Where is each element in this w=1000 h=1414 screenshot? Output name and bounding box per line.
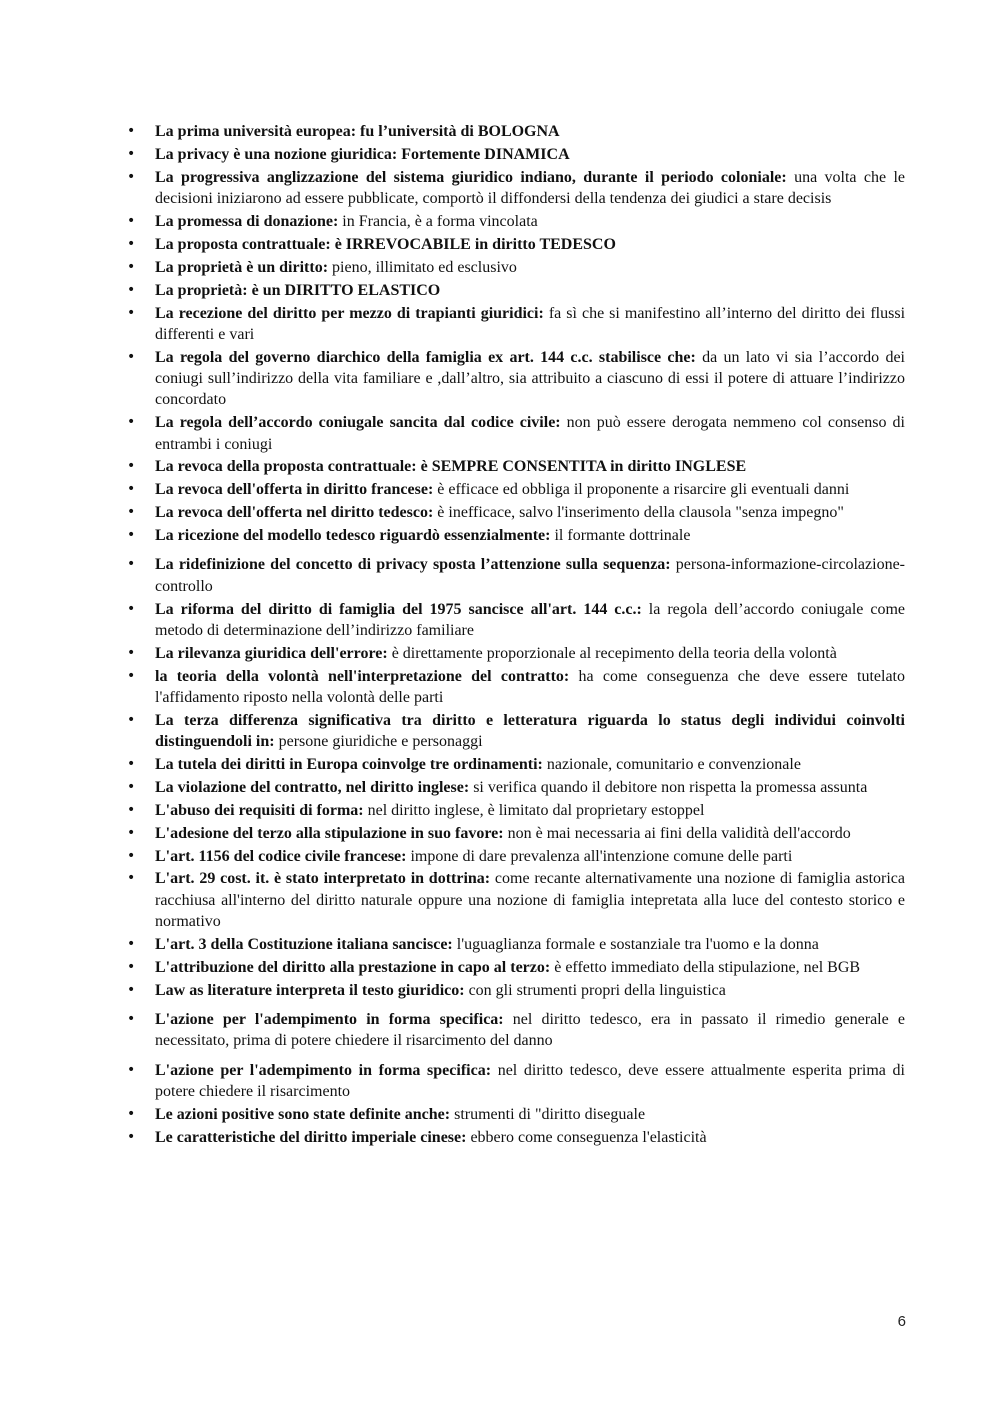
list-item xyxy=(127,257,905,278)
bullet-icon: • xyxy=(127,481,136,498)
item-term: Le caratteristiche del diritto imperiale cinese: xyxy=(155,1128,467,1146)
item-text: l'uguaglianza formale e sostanziale tra l'uomo e la donna xyxy=(452,935,819,953)
item-text: si verifica quando il debitore non rispetta la promessa assunta xyxy=(469,778,868,796)
list-item xyxy=(127,957,905,978)
list-item xyxy=(127,868,905,932)
list-item xyxy=(127,347,906,411)
item-term: La rilevanza giuridica dell'errore: xyxy=(155,644,388,662)
bullet-icon: • xyxy=(127,1011,136,1028)
bullet-icon: • xyxy=(127,504,136,521)
item-text: è effetto immediato della stipulazione, nel BGB xyxy=(550,958,861,976)
bullet-icon: • xyxy=(127,527,136,544)
bullet-icon: • xyxy=(127,1105,136,1122)
list-item xyxy=(127,211,905,232)
bullet-icon: • xyxy=(127,778,136,795)
item-text: nel diritto tedesco, deve essere attualmente esperita prima di potere chiedere il risarcimento xyxy=(155,1061,905,1100)
item-text: con gli strumenti propri della linguistica xyxy=(464,981,726,999)
list-item xyxy=(127,823,905,844)
item-text: fa sì che si manifestino all’interno del diritto dei flussi differenti e vari xyxy=(155,304,906,343)
item-term: La revoca dell'offerta in diritto francese: xyxy=(155,481,434,499)
list-item xyxy=(127,846,905,867)
item-text: nazionale, comunitario e convenzionale xyxy=(542,756,801,773)
bullet-icon: • xyxy=(127,1128,136,1145)
bullet-icon: • xyxy=(127,145,136,162)
bullet-icon: • xyxy=(127,168,136,185)
list-item xyxy=(127,525,905,546)
item-term: la teoria della volontà nell'interpretazione del contratto: xyxy=(155,667,570,685)
bullet-icon: • xyxy=(127,414,136,431)
item-text: una volta che le decisioni iniziarono ad essere pubblicate, comportò il diffondersi della tendenza dei giudici a stare decisis xyxy=(155,168,905,208)
item-term: La ridefinizione del concetto di privacy sposta l’attenzione sulla sequenza: xyxy=(155,556,671,574)
item-text: non può essere derogata nemmeno col consenso di entrambi i coniugi xyxy=(155,414,906,453)
bullet-icon: • xyxy=(127,981,136,998)
item-text: il formante dottrinale xyxy=(550,527,691,545)
bullet-icon: • xyxy=(127,756,136,772)
list-item xyxy=(127,1060,905,1103)
item-term: La violazione del contratto, nel diritto inglese: xyxy=(155,778,470,796)
item-text: nel diritto inglese, è limitato dal proprietary estoppel xyxy=(363,801,705,819)
item-term: La privacy è una nozione giuridica: Fortemente DINAMICA xyxy=(155,145,570,163)
item-term: La recezione del diritto per mezzo di trapianti giuridici: xyxy=(155,304,544,322)
list-item xyxy=(127,1127,905,1148)
item-term: La ricezione del modello tedesco riguardò essenzialmente: xyxy=(155,527,551,545)
item-term: La revoca dell'offerta nel diritto tedesco: xyxy=(155,504,434,522)
item-text: nel diritto tedesco, era in passato il rimedio generale e necessitato, prima di potere chiedere il risarcimento del danno xyxy=(155,1011,905,1050)
item-text: come recante alternativamente una nozione di famiglia astorica racchiusa all'interno del diritto naturale oppure una nozione di famiglia intepretata alla luce del contesto storico e normativo xyxy=(155,870,905,931)
list-item xyxy=(127,412,906,455)
bullet-icon: • xyxy=(127,600,136,617)
list-item xyxy=(127,456,905,477)
item-term: La proprietà: è un DIRITTO ELASTICO xyxy=(155,281,441,299)
list-item xyxy=(127,502,905,523)
item-term: La promessa di donazione: xyxy=(155,212,339,230)
item-text: da un lato vi sia l’accordo dei coniugi sull’indirizzo della vita familiare e ,dall’altro, sia attribuito a ciascuno di essi il potere di attuare l’indirizzo concordato xyxy=(155,348,906,409)
list-item xyxy=(127,666,905,709)
item-term: L'azione per l'adempimento in forma specifica: xyxy=(155,1061,492,1079)
item-text: in Francia, è a forma vincolata xyxy=(338,212,538,230)
item-text: ebbero come conseguenza l'elasticità xyxy=(466,1128,707,1146)
item-text: strumenti di "diritto diseguale xyxy=(450,1105,646,1123)
item-text: ha come conseguenza che deve essere tutelato l'affidamento riposto nella volontà delle parti xyxy=(155,667,905,706)
item-text: è direttamente proporzionale al recepimento della teoria della volontà xyxy=(387,644,837,662)
list-item xyxy=(127,144,905,165)
bullet-icon: • xyxy=(127,235,136,252)
list-item xyxy=(127,980,905,1001)
list-item xyxy=(127,121,905,142)
item-text: impone di dare prevalenza all'intenzione comune delle parti xyxy=(406,847,793,865)
bullet-icon: • xyxy=(127,958,136,975)
item-term: La prima università europea: fu l’università di BOLOGNA xyxy=(155,123,560,140)
item-text: è efficace ed obbliga il proponente a risarcire gli eventuali danni xyxy=(433,481,850,499)
item-term: L'attribuzione del diritto alla prestazione in capo al terzo: xyxy=(155,958,551,976)
list-item xyxy=(127,303,906,346)
item-term: L'azione per l'adempimento in forma specifica: xyxy=(155,1011,504,1029)
item-term: L'art. 3 della Costituzione italiana sancisce: xyxy=(155,935,453,953)
list-item xyxy=(127,710,905,753)
item-term: La revoca della proposta contrattuale: è SEMPRE CONSENTITA in diritto INGLESE xyxy=(155,458,747,476)
list-item xyxy=(127,1009,905,1052)
item-term: La progressiva anglizzazione del sistema giuridico indiano, durante il periodo coloniale: xyxy=(155,168,787,186)
item-term: L'art. 29 cost. it. è stato interpretato in dottrina: xyxy=(155,870,491,888)
item-term: La riforma del diritto di famiglia del 1975 sancisce all'art. 144 c.c.: xyxy=(155,600,642,618)
list-item xyxy=(127,800,905,821)
item-text: pieno, illimitato ed esclusivo xyxy=(328,258,517,276)
item-term: La proprietà è un diritto: xyxy=(155,258,329,276)
bullet-icon: • xyxy=(127,123,136,139)
bullet-icon: • xyxy=(127,935,136,952)
item-term: Law as literature interpreta il testo giuridico: xyxy=(155,981,465,999)
item-text: la regola dell’accordo coniugale come metodo di determinazione dell’indirizzo familiare xyxy=(155,600,905,639)
item-term: La regola del governo diarchico della famiglia ex art. 144 c.c. stabilisce che: xyxy=(155,348,696,366)
list-item xyxy=(127,934,905,955)
list-item xyxy=(127,643,905,664)
bullet-icon: • xyxy=(127,824,136,841)
bullet-icon: • xyxy=(127,556,136,573)
item-term: L'art. 1156 del codice civile francese: xyxy=(155,847,407,865)
bullet-icon: • xyxy=(127,458,136,475)
item-text: è inefficace, salvo l'inserimento della clausola "senza impegno" xyxy=(433,504,844,522)
item-term: Le azioni positive sono state definite anche: xyxy=(155,1105,451,1123)
item-text: persona-informazione-circolazione-controllo xyxy=(155,556,905,595)
item-term: La proposta contrattuale: è IRREVOCABILE in diritto TEDESCO xyxy=(155,235,616,253)
list-item xyxy=(127,554,905,597)
item-term: L'adesione del terzo alla stipulazione in suo favore: xyxy=(155,824,504,842)
list-item xyxy=(127,1104,905,1125)
bullet-icon: • xyxy=(127,348,136,365)
item-term: L'abuso dei requisiti di forma: xyxy=(155,801,364,819)
list-item xyxy=(127,479,905,500)
item-text: persone giuridiche e personaggi xyxy=(274,733,483,751)
list-item xyxy=(127,599,905,642)
item-term: La regola dell’accordo coniugale sancita dal codice civile: xyxy=(155,414,561,432)
item-term: La terza differenza significativa tra diritto e letteratura riguarda lo status degli individui coinvolti distinguendoli in: xyxy=(155,711,905,751)
bullet-icon: • xyxy=(127,711,136,728)
bullet-icon: • xyxy=(127,304,136,321)
bullet-icon: • xyxy=(127,1061,136,1078)
item-term: La tutela dei diritti in Europa coinvolge tre ordinamenti: xyxy=(155,756,543,773)
definitions-list xyxy=(127,121,906,1150)
list-item xyxy=(127,754,905,775)
list-item xyxy=(127,234,905,255)
bullet-icon: • xyxy=(127,847,136,864)
bullet-icon: • xyxy=(127,281,136,298)
bullet-icon: • xyxy=(127,212,136,229)
bullet-icon: • xyxy=(127,258,136,275)
page-number: 6 xyxy=(897,1313,906,1330)
list-item xyxy=(127,777,905,798)
bullet-icon: • xyxy=(127,870,136,887)
list-item xyxy=(127,167,905,210)
item-text: non è mai necessaria ai fini della validità dell'accordo xyxy=(503,824,851,842)
bullet-icon: • xyxy=(127,801,136,818)
bullet-icon: • xyxy=(127,667,136,684)
bullet-icon: • xyxy=(127,644,136,661)
list-item xyxy=(127,280,905,301)
